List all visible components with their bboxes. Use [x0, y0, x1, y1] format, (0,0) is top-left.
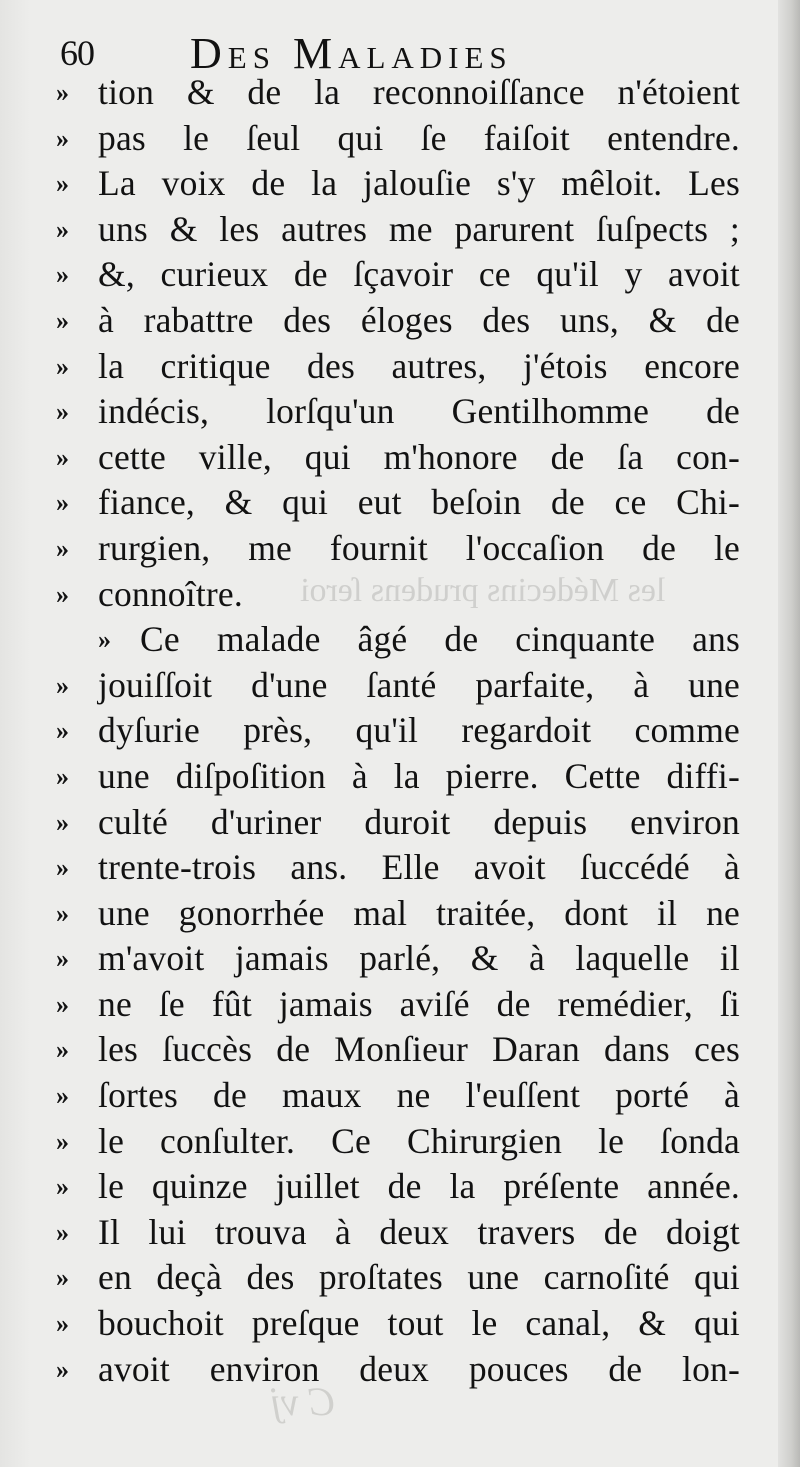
bleed-through-text: les Médecins prudens ſeroi — [300, 572, 666, 609]
quotation-mark: » — [56, 78, 69, 107]
line-text: tion & de la reconnoiſſance n'étoient — [98, 72, 740, 112]
line-text: avoit environ deux pouces de lon- — [98, 1348, 740, 1389]
line-text: jouiſſoit d'une ſanté parfaite, à une — [98, 664, 740, 705]
line-text: une diſpoſition à la pierre. Cette diffi- — [98, 755, 740, 796]
line-text: le conſulter. Ce Chirurgien le ſonda — [98, 1120, 740, 1161]
text-line — [56, 800, 746, 846]
text-line — [56, 1027, 746, 1073]
line-text: pas le ſeul qui ſe faiſoit entendre. — [98, 117, 740, 158]
text-line — [56, 389, 746, 435]
line-text: le quinze juillet de la préſente année. — [98, 1166, 740, 1207]
text-line — [56, 1164, 746, 1210]
text-line — [56, 70, 746, 116]
quotation-mark: » — [56, 305, 69, 335]
quotation-mark: » — [56, 260, 69, 290]
quotation-mark: » — [56, 123, 69, 153]
line-text: à rabattre des éloges des uns, & de — [98, 299, 740, 340]
text-line — [56, 116, 746, 162]
text-line — [56, 708, 746, 754]
quotation-mark: » — [56, 397, 69, 427]
line-text: trente-trois ans. Elle avoit ſuccédé à — [98, 847, 740, 888]
quotation-mark: » — [56, 442, 69, 472]
quotation-mark: » — [56, 853, 69, 883]
page-gutter-shadow — [0, 0, 30, 1467]
line-text: Il lui trouva à deux travers de doigt — [98, 1211, 740, 1252]
quotation-mark: » — [56, 1172, 69, 1202]
text-line — [56, 754, 746, 800]
text-line — [56, 1073, 746, 1119]
text-line — [56, 1255, 746, 1301]
line-text: indécis, lorſqu'un Gentilhomme de — [98, 391, 740, 432]
text-line — [56, 161, 746, 207]
line-text: Ce malade âgé de cinquante ans — [140, 619, 740, 660]
line-text: fiance, & qui eut beſoin de ce Chi- — [98, 482, 740, 523]
quotation-mark: » — [56, 989, 69, 1019]
line-text: dyſurie près, qu'il regardoit comme — [98, 710, 740, 751]
quotation-mark: » — [56, 214, 69, 244]
line-text: culté d'uriner duroit depuis environ — [98, 801, 740, 842]
quotation-mark: » — [56, 670, 69, 700]
text-line — [56, 252, 746, 298]
line-text: les ſuccès de Monſieur Daran dans ces — [98, 1029, 740, 1070]
text-line — [56, 572, 746, 618]
text-line — [56, 1301, 746, 1347]
page-edge-shadow — [778, 0, 800, 1467]
text-line — [56, 663, 746, 709]
quotation-mark: » — [56, 1217, 69, 1247]
page-number: 60 — [60, 33, 94, 73]
quotation-mark: » — [56, 1263, 69, 1293]
quotation-mark: » — [56, 761, 69, 791]
quotation-mark: » — [56, 898, 69, 928]
line-text: ſortes de maux ne l'euſſent porté à — [98, 1075, 740, 1116]
quotation-mark: » — [56, 169, 69, 199]
body-text — [56, 70, 746, 1392]
quotation-mark: » — [98, 625, 111, 655]
text-line — [56, 526, 746, 572]
text-line — [56, 982, 746, 1028]
quotation-mark: » — [56, 1354, 69, 1384]
bleed-through-signature: C vj — [270, 1379, 336, 1424]
text-line — [56, 1347, 746, 1393]
quotation-mark: » — [56, 1081, 69, 1111]
text-line — [56, 480, 746, 526]
text-line — [56, 435, 746, 481]
quotation-mark: » — [56, 579, 69, 609]
text-line — [56, 845, 746, 891]
running-head: Des Maladies — [190, 29, 513, 78]
line-text: rurgien, me fournit l'occaſion de le — [98, 527, 740, 568]
line-text: ne ſe fût jamais aviſé de remédier, ſi — [98, 983, 740, 1024]
line-text: cette ville, qui m'honore de ſa con- — [98, 436, 740, 477]
quotation-mark: » — [56, 533, 69, 563]
quotation-mark: » — [56, 716, 69, 746]
text-line — [56, 344, 746, 390]
line-text: la critique des autres, j'étois encore — [98, 345, 740, 386]
text-line — [56, 207, 746, 253]
quotation-mark: » — [56, 351, 69, 381]
quotation-mark: » — [56, 944, 69, 974]
quotation-mark: » — [56, 1126, 69, 1156]
line-text: bouchoit preſque tout le canal, & qui — [98, 1303, 740, 1344]
line-text: La voix de la jalouſie s'y mêloit. Les — [98, 163, 740, 204]
text-line — [56, 936, 746, 982]
line-text: m'avoit jamais parlé, & à laquelle il — [98, 938, 740, 979]
line-text: uns & les autres me parurent ſuſpects ; — [98, 208, 740, 249]
quotation-mark: » — [56, 1309, 69, 1339]
line-text: connoître. — [98, 573, 243, 614]
text-line — [56, 1210, 746, 1256]
line-text: une gonorrhée mal traitée, dont il ne — [98, 892, 740, 933]
text-line — [56, 298, 746, 344]
line-text: en deçà des proſtates une carnoſité qui — [98, 1257, 740, 1298]
text-line — [56, 891, 746, 937]
text-line — [56, 1119, 746, 1165]
quotation-mark: » — [56, 1035, 69, 1065]
text-line — [56, 617, 746, 663]
line-text: &, curieux de ſçavoir ce qu'il y avoit — [98, 254, 740, 295]
quotation-mark: » — [56, 807, 69, 837]
quotation-mark: » — [56, 488, 69, 518]
